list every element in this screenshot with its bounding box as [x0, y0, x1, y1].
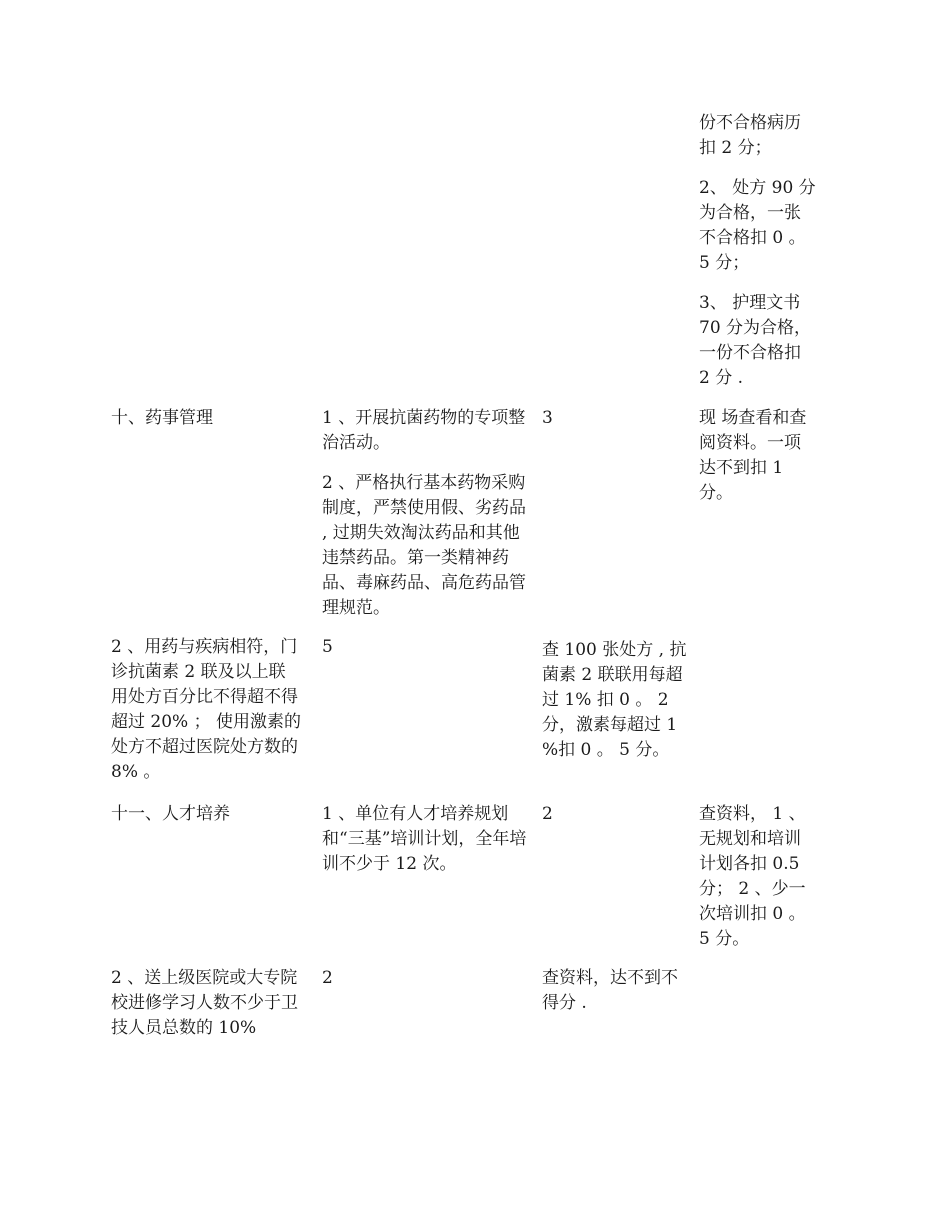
scoring-item: 3、 护理文书 70 分为合格，一份不合格扣 2 分 . [699, 293, 812, 388]
scoring-item: 份不合格病历扣 2 分； [699, 113, 801, 158]
content-cell: 1 、单位有人才培养规划和“三基”培训计划，全年培训不少于 12 次。 [322, 804, 527, 874]
content-item: 1 、开展抗菌药物的专项整治活动。 [322, 408, 526, 453]
content-item: 2 、严格执行基本药物采购制度，严禁使用假、劣药品 , 过期失效淘汰药品和其他违禁药品。第一类精神药品、毒麻药品、高危药品管理规范。 [322, 473, 526, 618]
content-cell: 2 、用药与疾病相符，门诊抗菌素 2 联及以上联用处方百分比不得超不得超过 20% ； 使用激素的处方不超过医院处方数的 8% 。 [111, 637, 301, 782]
scoring-cell: 现 场查看和查阅资料。一项达不到扣 1 分。 [699, 408, 807, 503]
points-cell: 2 [542, 804, 553, 824]
method-cell: 查资料，达不到不得分 . [542, 968, 678, 1013]
scoring-item: 2、 处方 90 分为合格，一张不合格扣 0 。 5 分； [699, 178, 816, 273]
category-cell: 十、药事管理 [111, 408, 213, 428]
points-cell: 2 [322, 968, 333, 988]
category-cell: 十一、人才培养 [111, 804, 230, 824]
method-cell: 查 100 张处方 , 抗菌素 2 联联用每超过 1% 扣 0 。 2 分，激素每超过 1 %扣 0 。 5 分。 [542, 640, 687, 760]
scoring-cell [699, 291, 817, 391]
points-cell: 5 [322, 637, 333, 657]
points-cell: 3 [542, 408, 553, 428]
content-cell [322, 406, 527, 456]
scoring-cell [699, 111, 817, 161]
content-cell [322, 471, 527, 621]
content-cell: 2 、送上级医院或大专院校进修学习人数不少于卫技人员总数的 10% [111, 968, 298, 1038]
scoring-cell [699, 176, 817, 276]
scoring-cell: 查资料， 1 、无规划和培训计划各扣 0.5 分； 2 、少一次培训扣 0 。 5 分。 [699, 804, 806, 949]
